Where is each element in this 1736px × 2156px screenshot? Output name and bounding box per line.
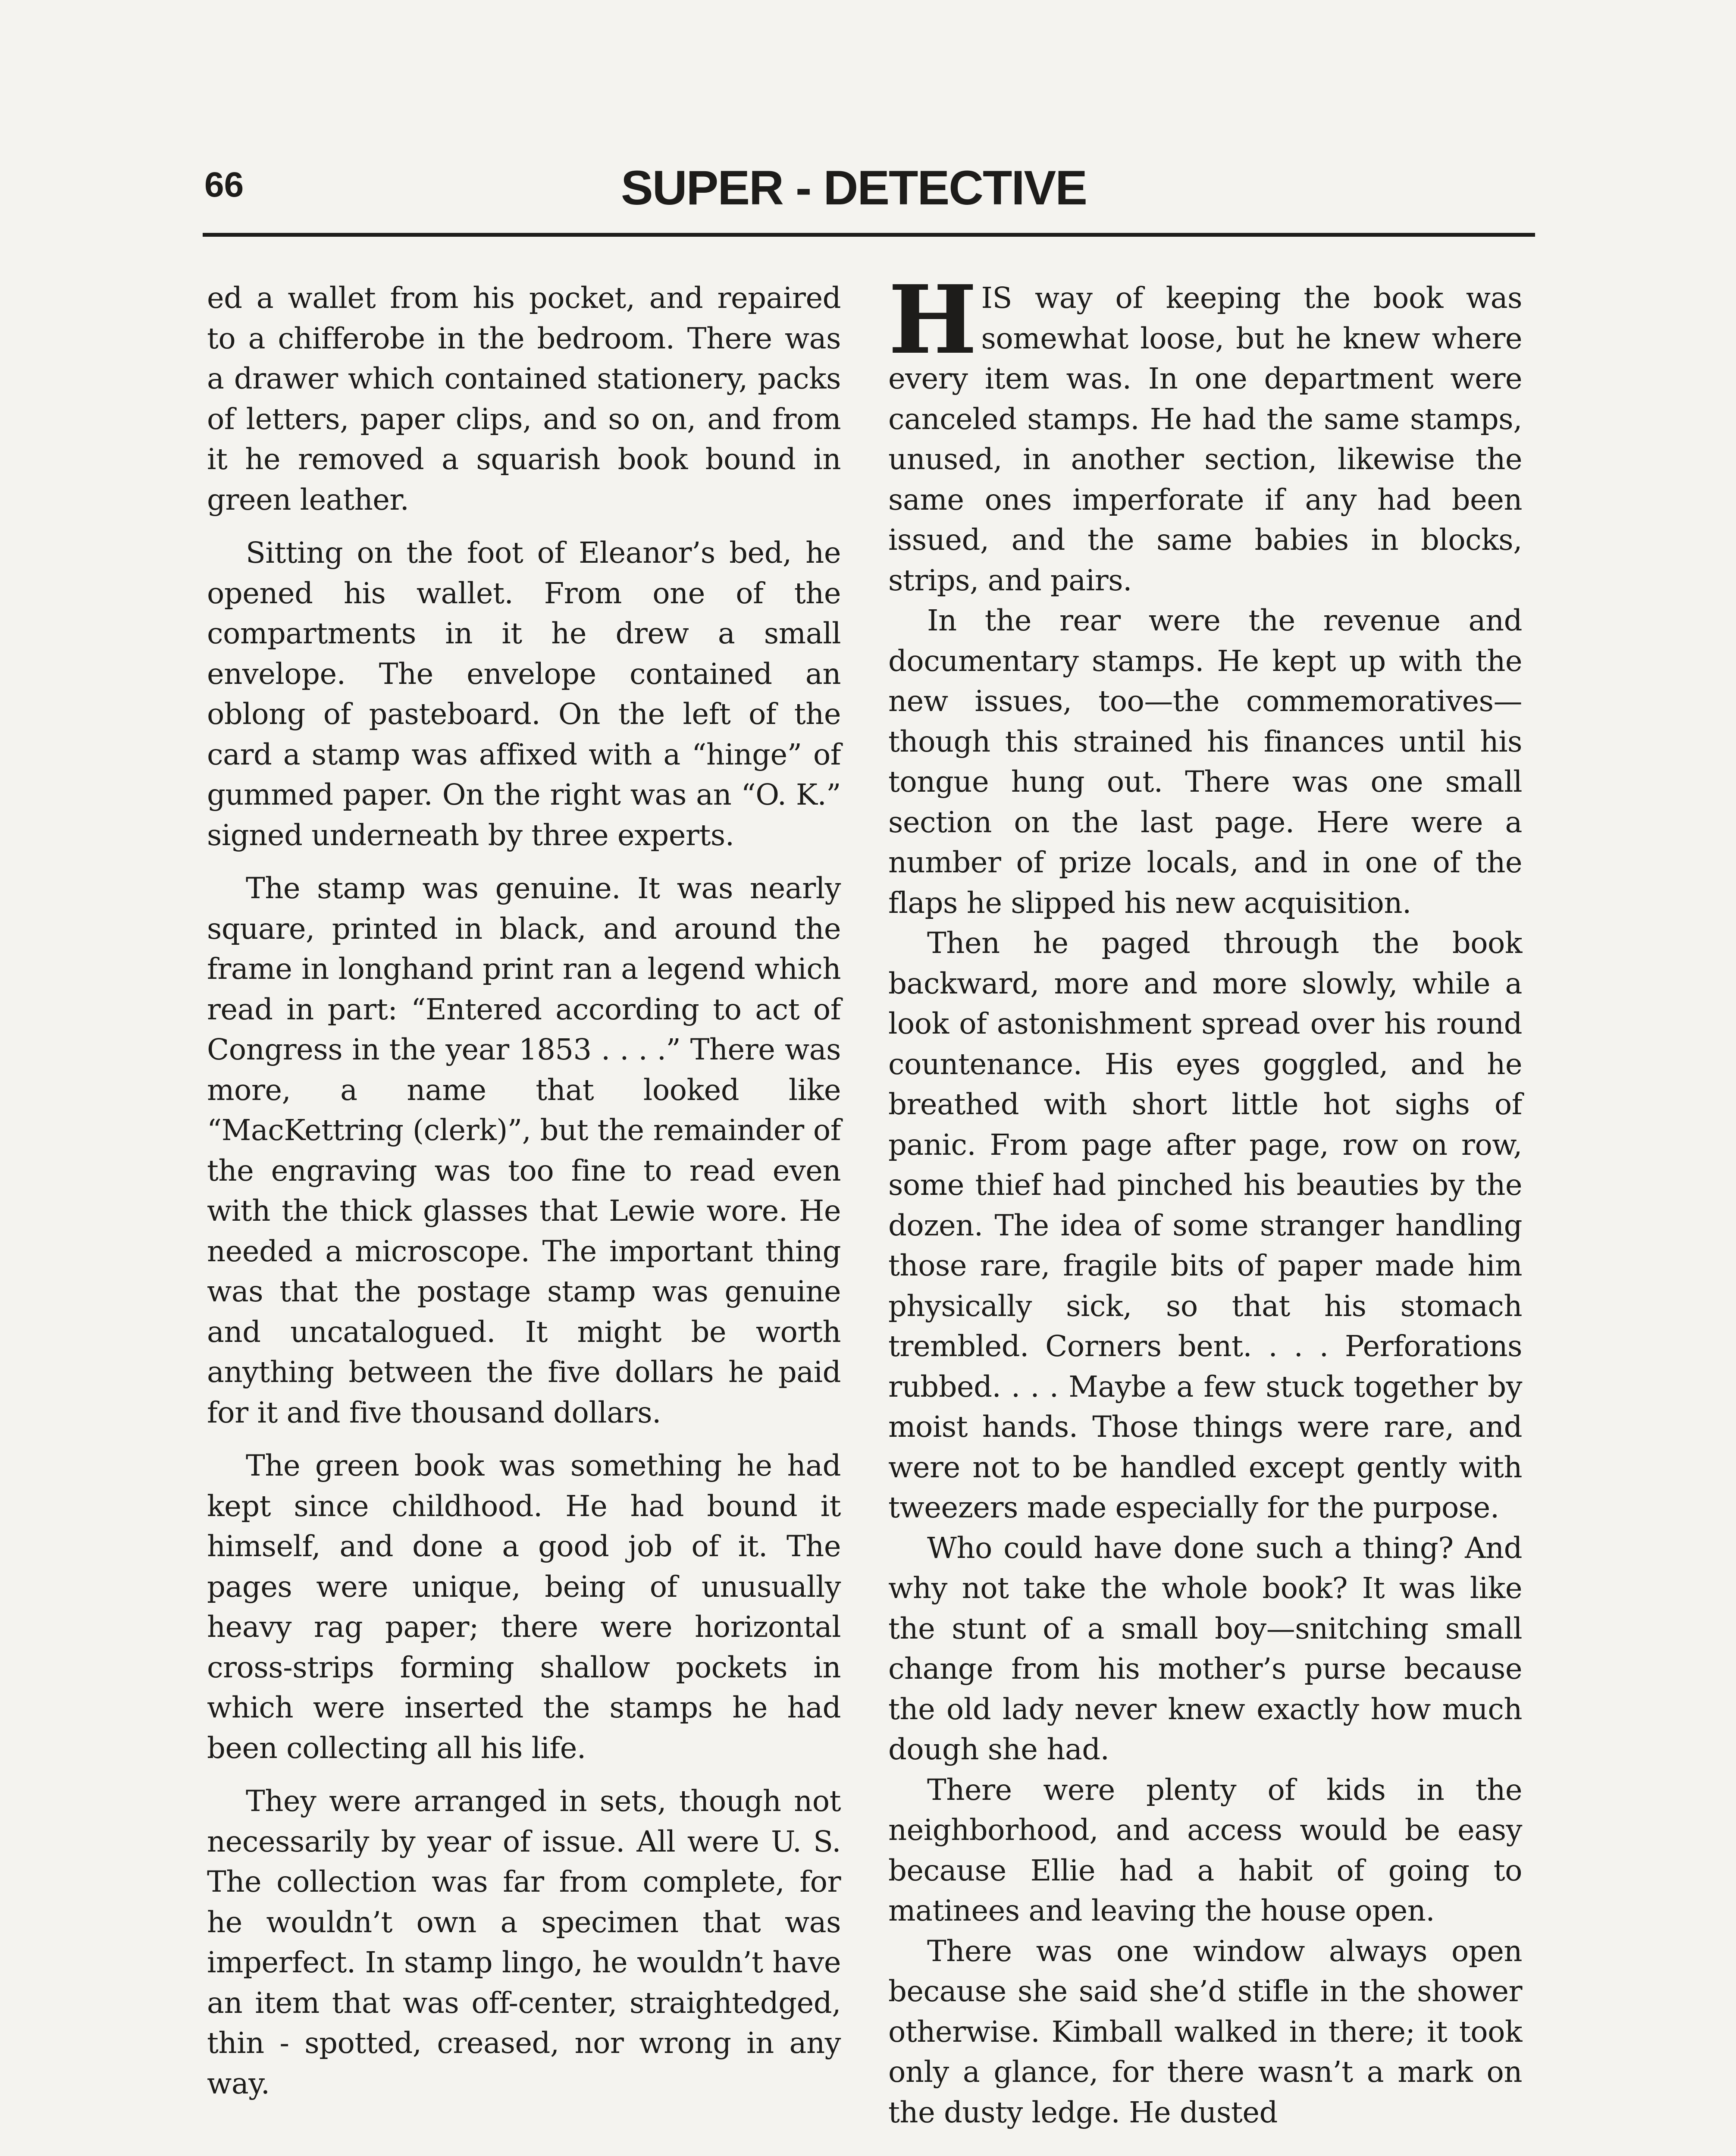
page-number: 66 xyxy=(204,165,244,204)
paragraph-text: IS way of keeping the book was somewhat loose, but he knew where every item was. In one department were canceled stamps. He had the same stamps, unused, in another section, likewise the same ones imperforate if any had been issued, and the same babies in blocks, strips, and pairs. xyxy=(888,281,1522,597)
paragraph: Sitting on the foot of Eleanor’s bed, he opened his wallet. From one of the compartments in it he drew a small envelope. The envelope contained an oblong of pasteboard. On the left of the card a stamp was affixed with a “hinge” of gummed paper. On the right was an “O. K.” signed underneath by three experts. xyxy=(207,536,841,852)
running-head-title: SUPER - DETECTIVE xyxy=(621,161,1087,215)
paragraph: They were arranged in sets, though not necessarily by year of issue. All were U. S. The collection was far from complete, for he wouldn’t own a specimen that was imperfect. In stamp lingo, he wouldn’t have an item that was off-center, straightedged, thin - spotted, creased, nor wrong in any way. xyxy=(207,1784,841,2100)
paragraph: There were plenty of kids in the neighborhood, and access would be easy because Ellie had a habit of going to matinees and leaving the house open. xyxy=(888,1773,1522,1927)
paragraph: Then he paged through the book backward, more and more slowly, while a look of astonishment spread over his round countenance. His eyes goggled, and he breathed with short little hot sighs of panic. From page after page, row on row, some thief had pinched his beauties by the dozen. The idea of some stranger handling those rare, fragile bits of paper made him physically sick, so that his stomach trembled. Corners bent. . . . Perforations rubbed. . . . Maybe a few stuck together by moist hands. Those things were rare, and were not to be handled except gently with tweezers made especially for the purpose. xyxy=(888,926,1522,1524)
header-rule xyxy=(203,233,1535,237)
paragraph: In the rear were the revenue and documentary stamps. He kept up with the new issues, too—the commemoratives—though this strained his finances until his tongue hung out. There was one small section on the last page. Here were a number of prize locals, and in one of the flaps he slipped his new acquisition. xyxy=(888,604,1522,920)
paragraph: There was one window always open because she said she’d stifle in the shower otherwise. Kimball walked in there; it took only a glance, for there wasn’t a mark on the dusty ledge. He dusted xyxy=(888,1934,1522,2129)
paragraph: The green book was something he had kept since childhood. He had bound it himself, and done a good job of it. The pages were unique, being of unusually heavy rag paper; there were horizontal cross-strips forming shallow pockets in which were inserted the stamps he had been collecting all his life. xyxy=(207,1449,841,1765)
paragraph: ed a wallet from his pocket, and repaired to a chifferobe in the bedroom. There was a drawer which contained stationery, packs of letters, paper clips, and so on, and from it he removed a squarish book bound in green leather. xyxy=(207,281,841,517)
paragraph: Who could have done such a thing? And why not take the whole book? It was like the stunt of a small boy—snitching small change from his mother’s purse because the old lady never knew exactly how much dough she had. xyxy=(888,1531,1522,1766)
drop-cap: H xyxy=(888,265,977,375)
right-column xyxy=(888,265,1522,2133)
left-column xyxy=(207,278,841,2104)
paragraph: The stamp was genuine. It was nearly square, printed in black, and around the frame in longhand print ran a legend which read in part: “Entered according to act of Congress in the year 1853 . . . .” There was more, a name that looked like “MacKettring (clerk)”, but the remainder of the engraving was too fine to read even with the thick glasses that Lewie wore. He needed a microscope. The important thing was that the postage stamp was genuine and uncatalogued. It might be worth anything between the five dollars he paid for it and five thousand dollars. xyxy=(207,871,841,1429)
paragraph-with-drop-cap xyxy=(888,265,1522,601)
